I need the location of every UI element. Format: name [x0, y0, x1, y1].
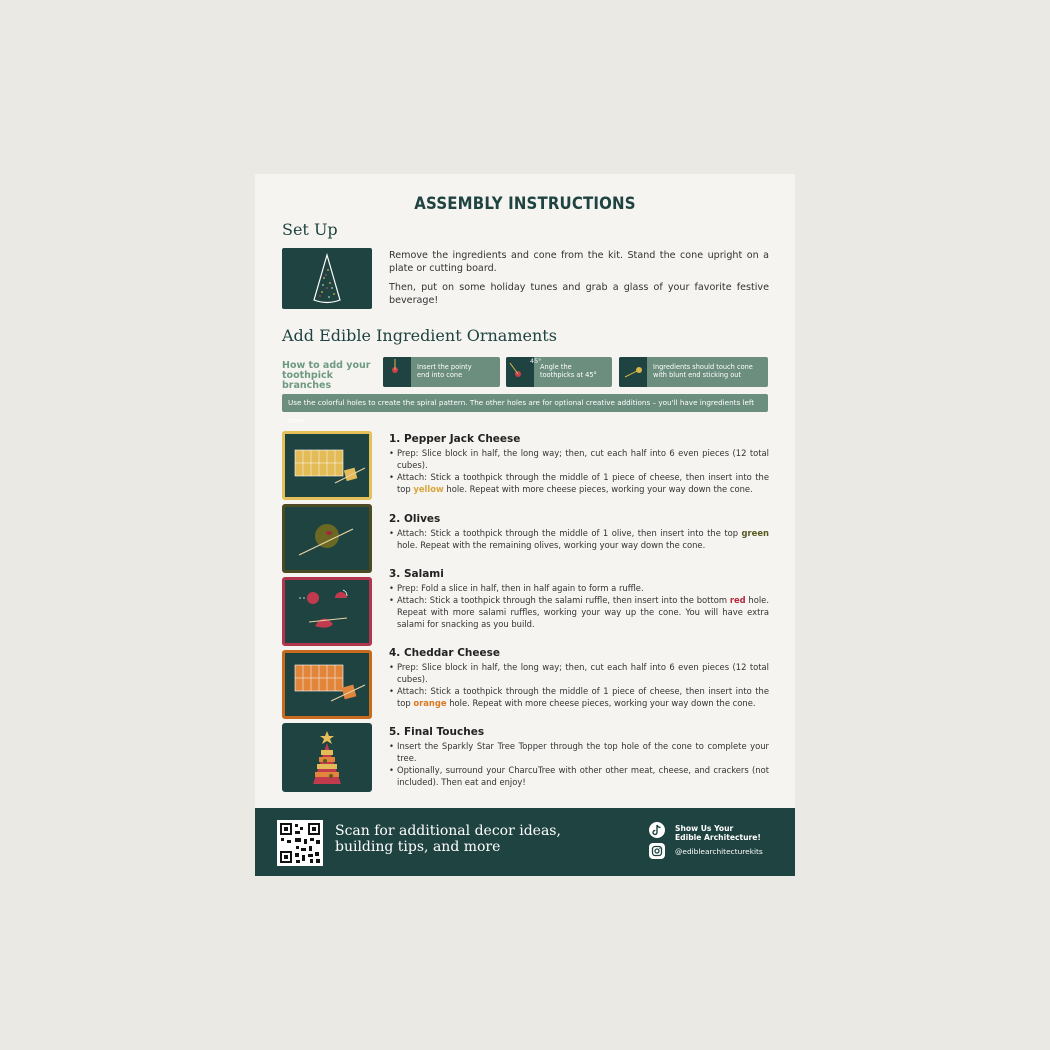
cheese-block-icon: [285, 434, 369, 497]
instagram-icon[interactable]: [649, 843, 665, 859]
tip-insert: [383, 357, 500, 387]
setup-heading: Set Up: [282, 220, 338, 239]
setup-paragraph-2: Then, put on some holiday tunes and grab a glass of your favorite festive beverage!: [389, 282, 769, 306]
finished-tree-icon: [285, 726, 369, 789]
howto-line-2: toothpick branches: [282, 370, 333, 391]
instruction-sheet: [255, 174, 795, 876]
step-title: 1. Pepper Jack Cheese: [389, 433, 521, 445]
step-final-touches: [389, 726, 769, 789]
step-bullet: • Insert the Sparkly Star Tree Topper through the top hole of the cone to complete your tree.: [389, 741, 769, 765]
step-title: 2. Olives: [389, 513, 441, 525]
step-bullet: • Prep: Slice block in half, the long way; then, cut each half into 6 even pieces (12 total cubes).: [389, 662, 769, 686]
cone-icon: [282, 248, 372, 309]
social-callout: [675, 825, 761, 842]
olive-icon: [285, 507, 369, 570]
highlight-orange: orange: [413, 697, 447, 708]
touch-image: [619, 357, 647, 387]
setup-paragraph-1: Remove the ingredients and cone from the kit. Stand the cone upright on a plate or cutting board.: [389, 250, 769, 274]
page-title: ASSEMBLY INSTRUCTIONS: [414, 194, 636, 214]
howto-line-1: How to add your: [282, 360, 371, 371]
cone-image: [282, 248, 372, 309]
salami-image: [282, 577, 372, 646]
social-line-2: Edible Architecture!: [675, 832, 761, 842]
step-bullet: • Prep: Slice block in half, the long way; then, cut each half into 6 even pieces (12 total cubes).: [389, 448, 769, 472]
ornaments-heading: Add Edible Ingredient Ornaments: [282, 326, 557, 345]
tip-angle: [506, 357, 612, 387]
spiral-note: Use the colorful holes to create the spiral pattern. The other holes are for optional creative additions – you'll have ingredients left over.: [282, 394, 768, 412]
step-bullet: • Attach: Stick a toothpick through the middle of 1 piece of cheese, then insert into the top orange hole. Repeat with more cheese pieces, working your way down the cone.: [389, 686, 769, 710]
tip-2-line-1: Angle the: [540, 363, 572, 371]
tip-1-line-1: Insert the pointy: [417, 363, 472, 371]
toothpick-image: [383, 357, 411, 387]
tip-2-line-2: toothpicks at 45°: [540, 370, 597, 379]
step-bullet: • Optionally, surround your CharcuTree with other other meat, cheese, and crackers (not included). Then eat and enjoy!: [389, 765, 769, 789]
step-olives: [389, 513, 769, 552]
scan-message: [335, 823, 561, 855]
step-salami: [389, 568, 769, 631]
scan-line-1: Scan for additional decor ideas,: [335, 823, 561, 839]
tip-3-line-1: Ingredients should touch cone: [653, 363, 753, 371]
angle-image: [506, 357, 542, 387]
social-handle[interactable]: @ediblearchitecturekits: [675, 847, 763, 856]
setup-text: [389, 250, 769, 314]
tip-3-line-2: with blunt end sticking out: [653, 370, 742, 379]
step-bullet: • Attach: Stick a toothpick through the salami ruffle, then insert into the bottom red hole. Repeat with more salami ruffles, working your way up the cone. You will have extra salami for snacking as you build.: [389, 595, 769, 631]
step-bullet: • Prep: Fold a slice in half, then in half again to form a ruffle.: [389, 583, 769, 595]
step-pepper-jack: [389, 433, 769, 496]
social-line-1: Show Us Your: [675, 824, 734, 833]
olives-image: [282, 504, 372, 573]
cheese-block-icon: [285, 653, 369, 716]
howto-label: [282, 361, 382, 391]
step-cheddar: [389, 647, 769, 710]
tip-1-line-2: end into cone: [417, 370, 463, 379]
highlight-yellow: yellow: [413, 483, 444, 494]
highlight-green: green: [741, 528, 769, 538]
step-bullet: • Attach: Stick a toothpick through the middle of 1 piece of cheese, then insert into the top yellow hole. Repeat with more cheese pieces, working your way down the cone.: [389, 472, 769, 496]
highlight-red: red: [729, 594, 746, 605]
qr-code[interactable]: [277, 820, 323, 866]
step-title: 5. Final Touches: [389, 726, 485, 738]
footer: [255, 808, 795, 876]
tip-touch: [619, 357, 768, 387]
step-title: 4. Cheddar Cheese: [389, 647, 500, 659]
angle-badge: 45°: [530, 357, 542, 365]
final-tree-image: [282, 723, 372, 792]
step-bullet: • Attach: Stick a toothpick through the middle of 1 olive, then insert into the top green hole. Repeat with the remaining olives, working your way down the cone.: [389, 528, 769, 552]
tiktok-icon[interactable]: [649, 822, 665, 838]
step-title: 3. Salami: [389, 568, 444, 580]
pepper-jack-image: [282, 431, 372, 500]
cheddar-image: [282, 650, 372, 719]
salami-icon: [285, 580, 369, 643]
scan-line-2: building tips, and more: [335, 839, 501, 855]
